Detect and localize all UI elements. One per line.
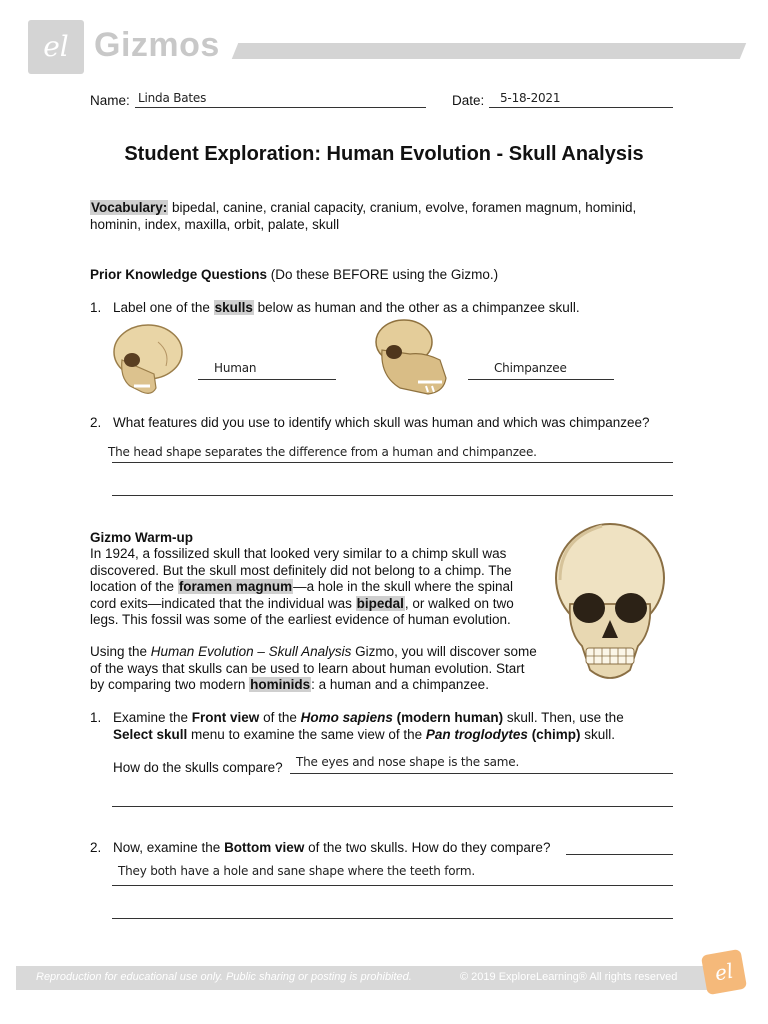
answer-line xyxy=(112,462,673,463)
header-bar xyxy=(232,43,746,59)
date-label: Date: xyxy=(452,93,485,108)
name-label: Name: xyxy=(90,93,130,108)
answer-line xyxy=(566,854,673,855)
answer-line xyxy=(112,806,673,807)
prior-q2: What features did you use to identify which skull was human and which was chimpanzee? xyxy=(113,415,650,430)
answer-line xyxy=(112,495,673,496)
gizmos-brand: Gizmos xyxy=(94,26,220,64)
footer-notice: Reproduction for educational use only. Public sharing or posting is prohibited. xyxy=(36,971,412,983)
name-line xyxy=(135,107,426,108)
prior-knowledge-heading: Prior Knowledge Questions (Do these BEFORE using the Gizmo.) xyxy=(90,267,499,282)
page-title: Student Exploration: Human Evolution - Skull Analysis xyxy=(124,143,644,165)
prior-q1: Label one of the skulls below as human and the other as a chimpanzee skull. xyxy=(113,300,580,315)
explorelearning-logo: el xyxy=(28,20,84,74)
human-skull-front-image xyxy=(552,520,668,690)
name-value[interactable]: Linda Bates xyxy=(138,91,207,105)
prior-q1-number: 1. xyxy=(90,300,102,315)
prior-q2-answer[interactable]: The head shape separates the difference from a human and chimpanzee. xyxy=(108,445,537,459)
warmup-q2-number: 2. xyxy=(90,840,102,855)
explorelearning-badge-icon: el xyxy=(701,949,747,995)
warmup-q1: Examine the Front view of the Homo sapiens (modern human) skull. Then, use the Select skull menu to examine the same view of the Pan troglodytes (chimp) skull. xyxy=(113,710,624,742)
vocabulary-label: Vocabulary: xyxy=(91,200,168,215)
human-answer[interactable]: Human xyxy=(214,361,257,375)
answer-line xyxy=(112,885,673,886)
vocabulary-text: bipedal, canine, cranial capacity, cranium, evolve, foramen magnum, hominid, hominin, index, maxilla, orbit, palate, skull xyxy=(90,200,637,232)
chimp-answer[interactable]: Chimpanzee xyxy=(494,361,567,375)
warmup-q1-number: 1. xyxy=(90,710,102,725)
answer-line xyxy=(112,918,673,919)
warmup-q1-ask: How do the skulls compare? xyxy=(113,760,283,775)
prior-q2-number: 2. xyxy=(90,415,102,430)
warmup-paragraph-1: In 1924, a fossilized skull that looked very similar to a chimp skull was discovered. But the skull most definitely did not belong to a chimp. The location of the foramen magnum—a hole in the skull where the spinal cord exits—indicated that the individual was bipedal, or walked on two legs. This fossil was some of the earliest evidence of human evolution. xyxy=(90,546,514,627)
warmup-paragraph-2: Using the Human Evolution – Skull Analysis Gizmo, you will discover some of the ways that skulls can be used to learn about human evolution. Start by comparing two modern hominids: a human and a chimpanzee. xyxy=(90,644,537,692)
vocabulary xyxy=(90,200,680,233)
answer-line xyxy=(290,773,673,774)
human-answer-line xyxy=(198,379,336,380)
date-value[interactable]: 5-18-2021 xyxy=(500,91,561,105)
human-skull-side-image xyxy=(108,322,188,400)
warmup-q2-answer[interactable]: They both have a hole and sane shape where the teeth form. xyxy=(118,864,476,878)
chimp-skull-side-image xyxy=(370,316,456,398)
chimp-answer-line xyxy=(468,379,614,380)
warmup-heading: Gizmo Warm-up xyxy=(90,530,193,545)
footer-copyright: © 2019 ExploreLearning® All rights reserved xyxy=(460,971,678,983)
date-line xyxy=(489,107,673,108)
warmup-q2: Now, examine the Bottom view of the two skulls. How do they compare? xyxy=(113,840,551,855)
warmup-q1-answer[interactable]: The eyes and nose shape is the same. xyxy=(296,755,520,769)
